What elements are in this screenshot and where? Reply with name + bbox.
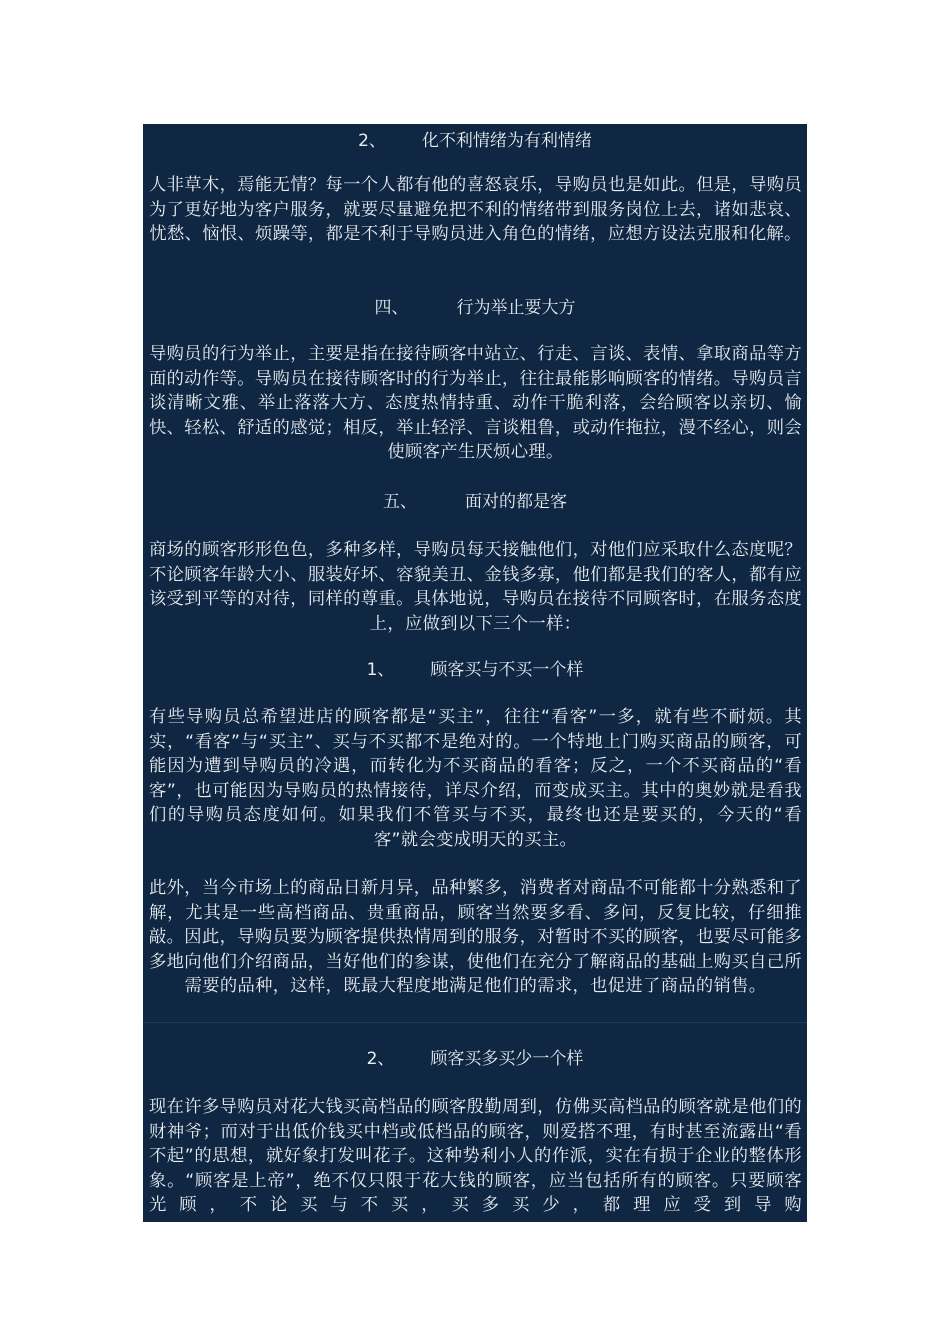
heading-title: 面对的都是客 xyxy=(465,492,567,512)
heading-number: 四、 xyxy=(374,298,409,318)
paragraph-buy-or-not-1: 有些导购员总希望进店的顾客都是“买主”，往往“看客”一多，就有些不耐烦。其实，“看客”与“买主”、买与不买都不是绝对的。一个特地上门购买商品的顾客，可能因为遭到导购员的冷遇，而转化为不买商品的看客；反之，一个不买商品的“看客”，也可能因为导购员的热情接待，详尽介绍，而变成买主。其中的奥妙就是看我们的导购员态度如何。如果我们不管买与不买，最终也还是要买的，今天的“看客”就会变成明天的买主。 xyxy=(149,707,802,850)
heading-number: 五、 xyxy=(383,492,417,512)
paragraph-behavior: 导购员的行为举止，主要是指在接待顾客中站立、行走、言谈、表情、拿取商品等方面的动作等。导购员在接待顾客时的行为举止，往往最能影响顾客的情绪。导购员言谈清晰文雅、举止落落大方、态度热情持重、动作干脆利落，会给顾客以亲切、愉快、轻松、舒适的感觉；相反，举止轻浮、言谈粗鲁，或动作拖拉，漫不经心，则会使顾客产生厌烦心理。 xyxy=(149,344,802,463)
heading-title: 顾客买与不买一个样 xyxy=(430,660,584,680)
heading-buy-amount xyxy=(143,1045,807,1073)
heading-customers xyxy=(143,488,807,516)
paragraph-buy-amount: 现在许多导购员对花大钱买高档品的顾客殷勤周到，仿佛买高档品的顾客就是他们的财神爷；而对于出低价钱买中档或低档品的顾客，则爱搭不理，有时甚至流露出“看不起”的思想，就好象打发叫花子。这种势利小人的作派，实在有损于企业的整体形象。“顾客是上帝”，绝不仅只限于花大钱的顾客，应当包括所有的顾客。只要顾客光顾，不论买与不买，买多买少，都理应受到导购 xyxy=(149,1097,802,1216)
heading-behavior xyxy=(143,294,807,322)
heading-buy-or-not xyxy=(143,656,807,684)
heading-number: 1、 xyxy=(366,660,395,680)
heading-title: 顾客买多买少一个样 xyxy=(430,1049,584,1069)
heading-title: 化不利情绪为有利情绪 xyxy=(421,131,592,151)
paragraph-customers: 商场的顾客形形色色，多种多样，导购员每天接触他们，对他们应采取什么态度呢？不论顾客年龄大小、服装好坏、容貌美丑、金钱多寡，他们都是我们的客人，都有应该受到平等的对待，同样的尊重。具体地说，导购员在接待不同顾客时，在服务态度上，应做到以下三个一样： xyxy=(149,540,802,634)
heading-emotion xyxy=(143,127,807,155)
paragraph-buy-or-not-2: 此外，当今市场上的商品日新月异，品种繁多，消费者对商品不可能都十分熟悉和了解，尤其是一些高档商品、贵重商品，顾客当然要多看、多问，反复比较，仔细推敲。因此，导购员要为顾客提供热情周到的服务，对暂时不买的顾客，也要尽可能多多地向他们介绍商品，当好他们的参谋，使他们在充分了解商品的基础上购买自己所需要的品种，这样，既最大程度地满足他们的需求，也促进了商品的销售。 xyxy=(149,878,802,997)
heading-number: 2、 xyxy=(366,1049,395,1069)
divider xyxy=(143,1022,807,1023)
heading-number: 2、 xyxy=(358,131,386,151)
heading-title: 行为举止要大方 xyxy=(456,298,576,318)
paragraph-emotion: 人非草木，焉能无情？每一个人都有他的喜怒哀乐，导购员也是如此。但是，导购员为了更好地为客户服务，就要尽量避免把不利的情绪带到服务岗位上去，诸如悲哀、忧愁、恼恨、烦躁等，都是不利于导购员进入角色的情绪，应想方设法克服和化解。 xyxy=(149,175,802,245)
document-panel xyxy=(143,124,807,1222)
